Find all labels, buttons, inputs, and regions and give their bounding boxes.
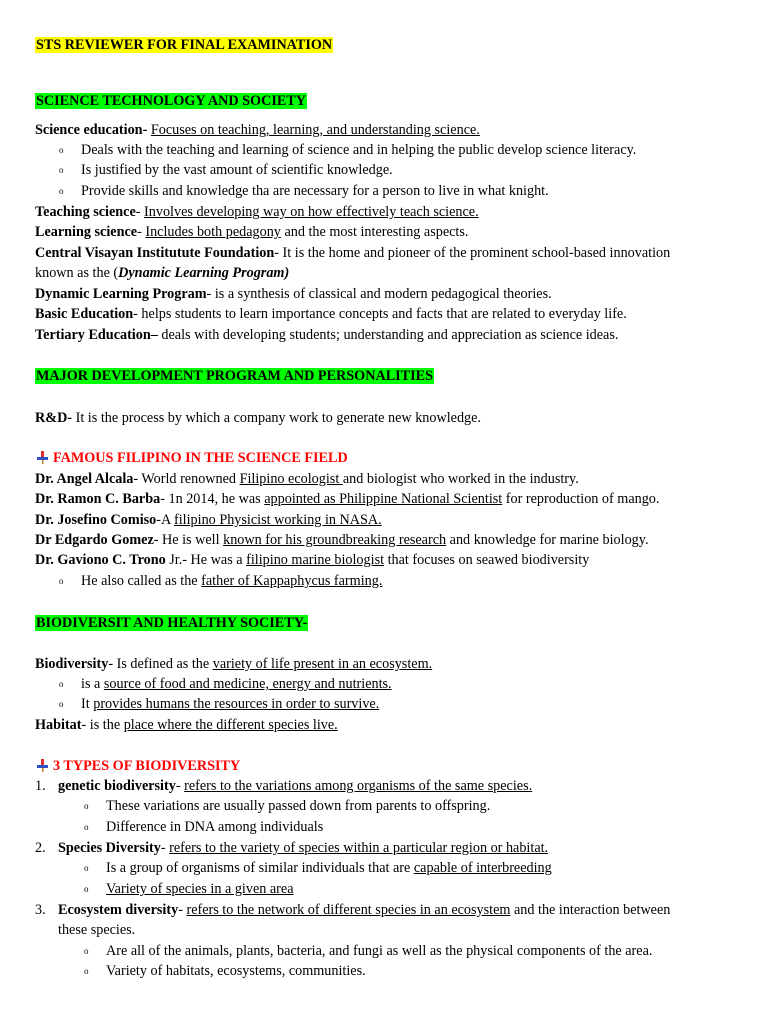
definition-dlp: Dynamic Learning Program- is a synthesis of classical and modern pedagogical theories. — [35, 286, 552, 302]
bullet-item: o Difference in DNA among individuals — [84, 819, 324, 835]
document-title — [35, 35, 333, 55]
bullet-item: o Is a group of organisms of similar individuals that are capable of interbreeding — [84, 860, 552, 876]
definition-learning-science: Learning science- Includes both pedagony and the most interesting aspects. — [35, 224, 469, 240]
bullet-item: o Deals with the teaching and learning of science and in helping the public develop science literacy. — [59, 142, 637, 158]
definition-cvif-cont: known as the (Dynamic Learning Program) — [35, 265, 290, 281]
person-trono: Dr. Gaviono C. Trono Jr.- He was a filipino marine biologist that focuses on seawed biodiversity — [35, 552, 590, 568]
definition-basic-education: Basic Education- helps students to learn importance concepts and facts that are related to everyday life. — [35, 306, 627, 322]
definition-cvif: Central Visayan Institutute Foundation- It is the home and pioneer of the prominent school-based innovation — [35, 245, 671, 261]
person-barba: Dr. Ramon C. Barba- 1n 2014, he was appointed as Philippine National Scientist for reproduction of mango. — [35, 491, 660, 507]
numbered-item-genetic: 1. genetic biodiversity- refers to the variations among organisms of the same species. — [35, 778, 533, 794]
pushpin-arrow-icon — [35, 450, 53, 464]
numbered-item-ecosystem-cont: these species. — [58, 922, 136, 938]
person-comiso: Dr. Josefino Comiso-A filipino Physicist working in NASA. — [35, 512, 382, 528]
definition-tertiary-education: Tertiary Education– deals with developing students; understanding and appreciation as science ideas. — [35, 327, 619, 343]
bullet-item: o Are all of the animals, plants, bacteria, and fungi as well as the physical components of the area. — [84, 943, 653, 959]
bullet-item: o Provide skills and knowledge tha are necessary for a person to live in what knight. — [59, 183, 549, 199]
section-heading-sts: SCIENCE TECHNOLOGY AND SOCIETY — [36, 93, 307, 109]
section-heading-major-development: MAJOR DEVELOPMENT PROGRAM AND PERSONALITIES — [36, 368, 434, 384]
definition-teaching-science: Teaching science- Involves developing way on how effectively teach science. — [35, 204, 479, 220]
bullet-item: o Is justified by the vast amount of scientific knowledge. — [59, 162, 393, 178]
subheading-types-biodiversity: 3 TYPES OF BIODIVERSITY — [35, 756, 240, 776]
numbered-item-ecosystem: 3. Ecosystem diversity- refers to the network of different species in an ecosystem and the interaction between — [35, 902, 671, 918]
numbered-item-species: 2. Species Diversity- refers to the variety of species within a particular region or habitat. — [35, 840, 549, 856]
bullet-item: o It provides humans the resources in order to survive. — [59, 696, 380, 712]
subheading-famous-filipino: FAMOUS FILIPINO IN THE SCIENCE FIELD — [35, 448, 348, 468]
definition-rd: R&D- It is the process by which a company work to generate new knowledge. — [35, 410, 481, 426]
definition-science-education: Science education- Focuses on teaching, learning, and understanding science. — [35, 122, 480, 138]
bullet-item: o He also called as the father of Kappaphycus farming. — [59, 573, 383, 589]
bullet-item: o These variations are usually passed down from parents to offspring. — [84, 798, 491, 814]
title-text: STS REVIEWER FOR FINAL EXAMINATION — [36, 37, 333, 53]
pushpin-arrow-icon — [35, 758, 53, 772]
bullet-item: o is a source of food and medicine, energy and nutrients. — [59, 676, 392, 692]
section-heading-biodiversity: BIODIVERSIT AND HEALTHY SOCIETY- — [36, 615, 308, 631]
bullet-item: o Variety of species in a given area — [84, 881, 294, 897]
person-gomez: Dr Edgardo Gomez- He is well known for his groundbreaking research and knowledge for marine biology. — [35, 532, 649, 548]
definition-biodiversity: Biodiversity- Is defined as the variety of life present in an ecosystem. — [35, 656, 433, 672]
person-alcala: Dr. Angel Alcala- World renowned Filipino ecologist and biologist who worked in the industry. — [35, 471, 579, 487]
definition-habitat: Habitat- is the place where the different species live. — [35, 717, 338, 733]
bullet-item: o Variety of habitats, ecosystems, communities. — [84, 963, 366, 979]
